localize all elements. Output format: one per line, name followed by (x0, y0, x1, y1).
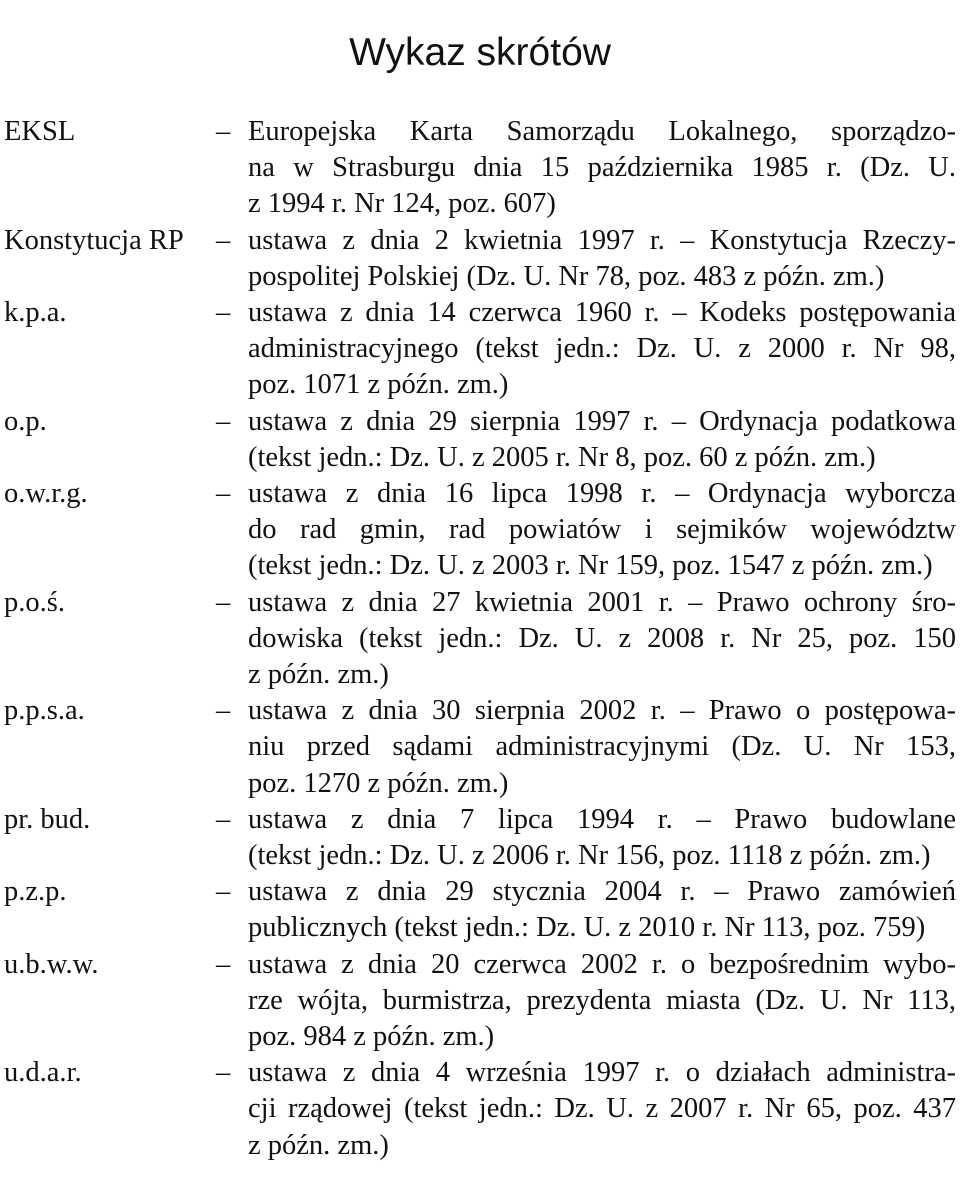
entry-dash: – (216, 405, 231, 437)
definition-line: ustawa z dnia 20 czerwca 2002 r. o bezpośrednim wybo- (248, 948, 956, 980)
abbreviation-term: u.d.a.r. (4, 1057, 82, 1089)
abbreviation-definition (248, 693, 956, 802)
definition-line: ustawa z dnia 16 lipca 1998 r. – Ordynacja wyborcza (248, 478, 956, 510)
entry-dash: – (216, 1057, 231, 1089)
definition-line: administracyjnego (tekst jedn.: Dz. U. z 2000 r. Nr 98, (248, 333, 956, 365)
definition-line: (tekst jedn.: Dz. U. z 2003 r. Nr 159, poz. 1547 z późn. zm.) (248, 550, 933, 582)
definition-line: pospolitej Polskiej (Dz. U. Nr 78, poz. 483 z późn. zm.) (248, 260, 885, 292)
entry-dash: – (216, 297, 231, 329)
abbreviation-term: k.p.a. (4, 297, 67, 329)
definition-line: Europejska Karta Samorządu Lokalnego, sporządzo- (248, 116, 956, 147)
abbreviation-term: Konstytucja RP (4, 224, 184, 256)
abbreviation-term: u.b.w.w. (4, 948, 99, 980)
entry-dash: – (216, 586, 231, 618)
abbreviation-entry (4, 476, 956, 585)
abbreviation-entry (4, 295, 956, 404)
definition-line: z 1994 r. Nr 124, poz. 607) (248, 188, 556, 220)
definition-line: ustawa z dnia 27 kwietnia 2001 r. – Prawo ochrony śro- (248, 586, 956, 618)
abbreviation-list (4, 114, 956, 1164)
abbreviation-definition (248, 947, 956, 1056)
entry-dash: – (216, 948, 231, 980)
abbreviation-definition (248, 476, 956, 585)
abbreviation-term: o.w.r.g. (4, 478, 88, 510)
abbreviation-definition (248, 223, 956, 295)
abbreviation-definition (248, 404, 956, 476)
abbreviation-entry (4, 802, 956, 874)
definition-line: ustawa z dnia 4 września 1997 r. o działach administra- (248, 1057, 956, 1089)
abbreviation-definition (248, 874, 956, 946)
abbreviation-term: EKSL (4, 116, 76, 147)
definition-line: niu przed sądami administracyjnymi (Dz. U. Nr 153, (248, 731, 956, 763)
abbreviation-entry (4, 947, 956, 1056)
abbreviation-definition (248, 1055, 956, 1164)
definition-line: ustawa z dnia 29 stycznia 2004 r. – Prawo zamówień (248, 876, 956, 908)
entry-dash: – (216, 224, 231, 256)
entry-dash: – (216, 876, 231, 908)
entry-dash: – (216, 695, 231, 727)
abbreviation-term: p.p.s.a. (4, 695, 85, 727)
abbreviation-term: pr. bud. (4, 803, 91, 835)
abbreviation-definition (248, 114, 956, 223)
abbreviation-definition (248, 585, 956, 694)
entry-dash: – (216, 116, 231, 147)
definition-line: rze wójta, burmistrza, prezydenta miasta (Dz. U. Nr 113, (248, 984, 956, 1016)
definition-line: poz. 1270 z późn. zm.) (248, 767, 509, 799)
entry-dash: – (216, 478, 231, 510)
abbreviation-term: p.o.ś. (4, 586, 65, 618)
definition-line: publicznych (tekst jedn.: Dz. U. z 2010 r. Nr 113, poz. 759) (248, 912, 926, 944)
abbreviation-entry (4, 404, 956, 476)
abbreviation-entry (4, 585, 956, 694)
definition-line: poz. 984 z późn. zm.) (248, 1021, 495, 1053)
definition-line: ustawa z dnia 7 lipca 1994 r. – Prawo budowlane (248, 803, 956, 835)
definition-line: poz. 1071 z późn. zm.) (248, 369, 509, 401)
definition-line: ustawa z dnia 14 czerwca 1960 r. – Kodeks postępowania (248, 297, 956, 329)
abbreviation-entry (4, 874, 956, 946)
definition-line: z późn. zm.) (248, 1129, 389, 1161)
definition-line: ustawa z dnia 29 sierpnia 1997 r. – Ordynacja podatkowa (248, 405, 956, 437)
definition-line: ustawa z dnia 30 sierpnia 2002 r. – Prawo o postępowa- (248, 695, 956, 727)
abbreviation-definition (248, 295, 956, 404)
abbreviation-definition (248, 802, 956, 874)
abbreviation-entry (4, 693, 956, 802)
abbreviation-entry (4, 223, 956, 295)
entry-dash: – (216, 803, 231, 835)
definition-line: dowiska (tekst jedn.: Dz. U. z 2008 r. Nr 25, poz. 150 (248, 622, 956, 654)
definition-line: (tekst jedn.: Dz. U. z 2005 r. Nr 8, poz. 60 z późn. zm.) (248, 441, 876, 473)
abbreviation-term: p.z.p. (4, 876, 67, 908)
definition-line: cji rządowej (tekst jedn.: Dz. U. z 2007 r. Nr 65, poz. 437 (248, 1093, 956, 1125)
definition-line: ustawa z dnia 2 kwietnia 1997 r. – Konstytucja Rzeczy- (248, 224, 956, 256)
definition-line: z późn. zm.) (248, 659, 389, 691)
page-title: Wykaz skrótów (349, 31, 611, 75)
definition-line: na w Strasburgu dnia 15 października 1985 r. (Dz. U. (248, 152, 956, 184)
abbreviation-entry (4, 1055, 956, 1164)
abbreviation-term: o.p. (4, 405, 47, 437)
abbreviation-entry (4, 114, 956, 223)
definition-line: (tekst jedn.: Dz. U. z 2006 r. Nr 156, poz. 1118 z późn. zm.) (248, 840, 931, 872)
definition-line: do rad gmin, rad powiatów i sejmików województw (248, 514, 956, 546)
